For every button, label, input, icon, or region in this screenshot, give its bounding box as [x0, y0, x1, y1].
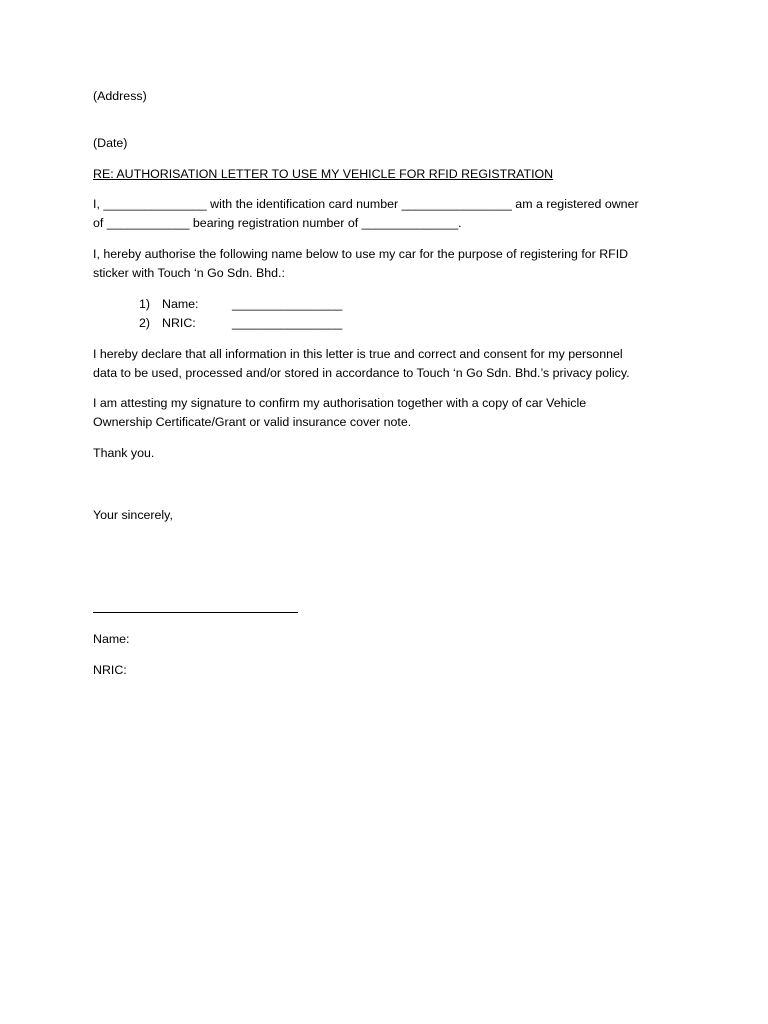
sender-address: (Address) [93, 89, 147, 103]
name-blank: ________________ [232, 297, 343, 311]
letter-date: (Date) [93, 136, 128, 150]
letter-subject: RE: AUTHORISATION LETTER TO USE MY VEHICLE FOR RFID REGISTRATION [93, 167, 554, 181]
owner-statement-line-2: of ____________ bearing registration number of ______________. [93, 216, 462, 230]
closing-text: Your sincerely, [93, 508, 173, 522]
list-number: 1) [139, 297, 151, 311]
owner-statement-line-1: I, _______________ with the identification card number ________________ am a registered owner [93, 197, 639, 211]
attestation-line-1: I am attesting my signature to confirm my authorisation together with a copy of car Vehicle [93, 396, 587, 410]
signature-line [93, 612, 298, 613]
nric-blank: ________________ [232, 316, 343, 330]
declaration-line-1: I hereby declare that all information in this letter is true and correct and consent for my personnel [93, 347, 623, 361]
declaration-line-2: data to be used, processed and/or stored in accordance to Touch ‘n Go Sdn. Bhd.’s privacy policy. [93, 366, 630, 380]
authorisation-statement-line-1: I, hereby authorise the following name below to use my car for the purpose of registering for RFID [93, 247, 629, 261]
list-number: 2) [139, 316, 151, 330]
authorisation-statement-line-2: sticker with Touch ‘n Go Sdn. Bhd.: [93, 266, 285, 280]
thank-you-text: Thank you. [93, 446, 155, 460]
signatory-nric-label: NRIC: [93, 663, 127, 677]
signatory-name-label: Name: [93, 632, 130, 646]
attestation-line-2: Ownership Certificate/Grant or valid insurance cover note. [93, 415, 412, 429]
list-label-nric: NRIC: [162, 316, 196, 330]
list-label-name: Name: [162, 297, 199, 311]
